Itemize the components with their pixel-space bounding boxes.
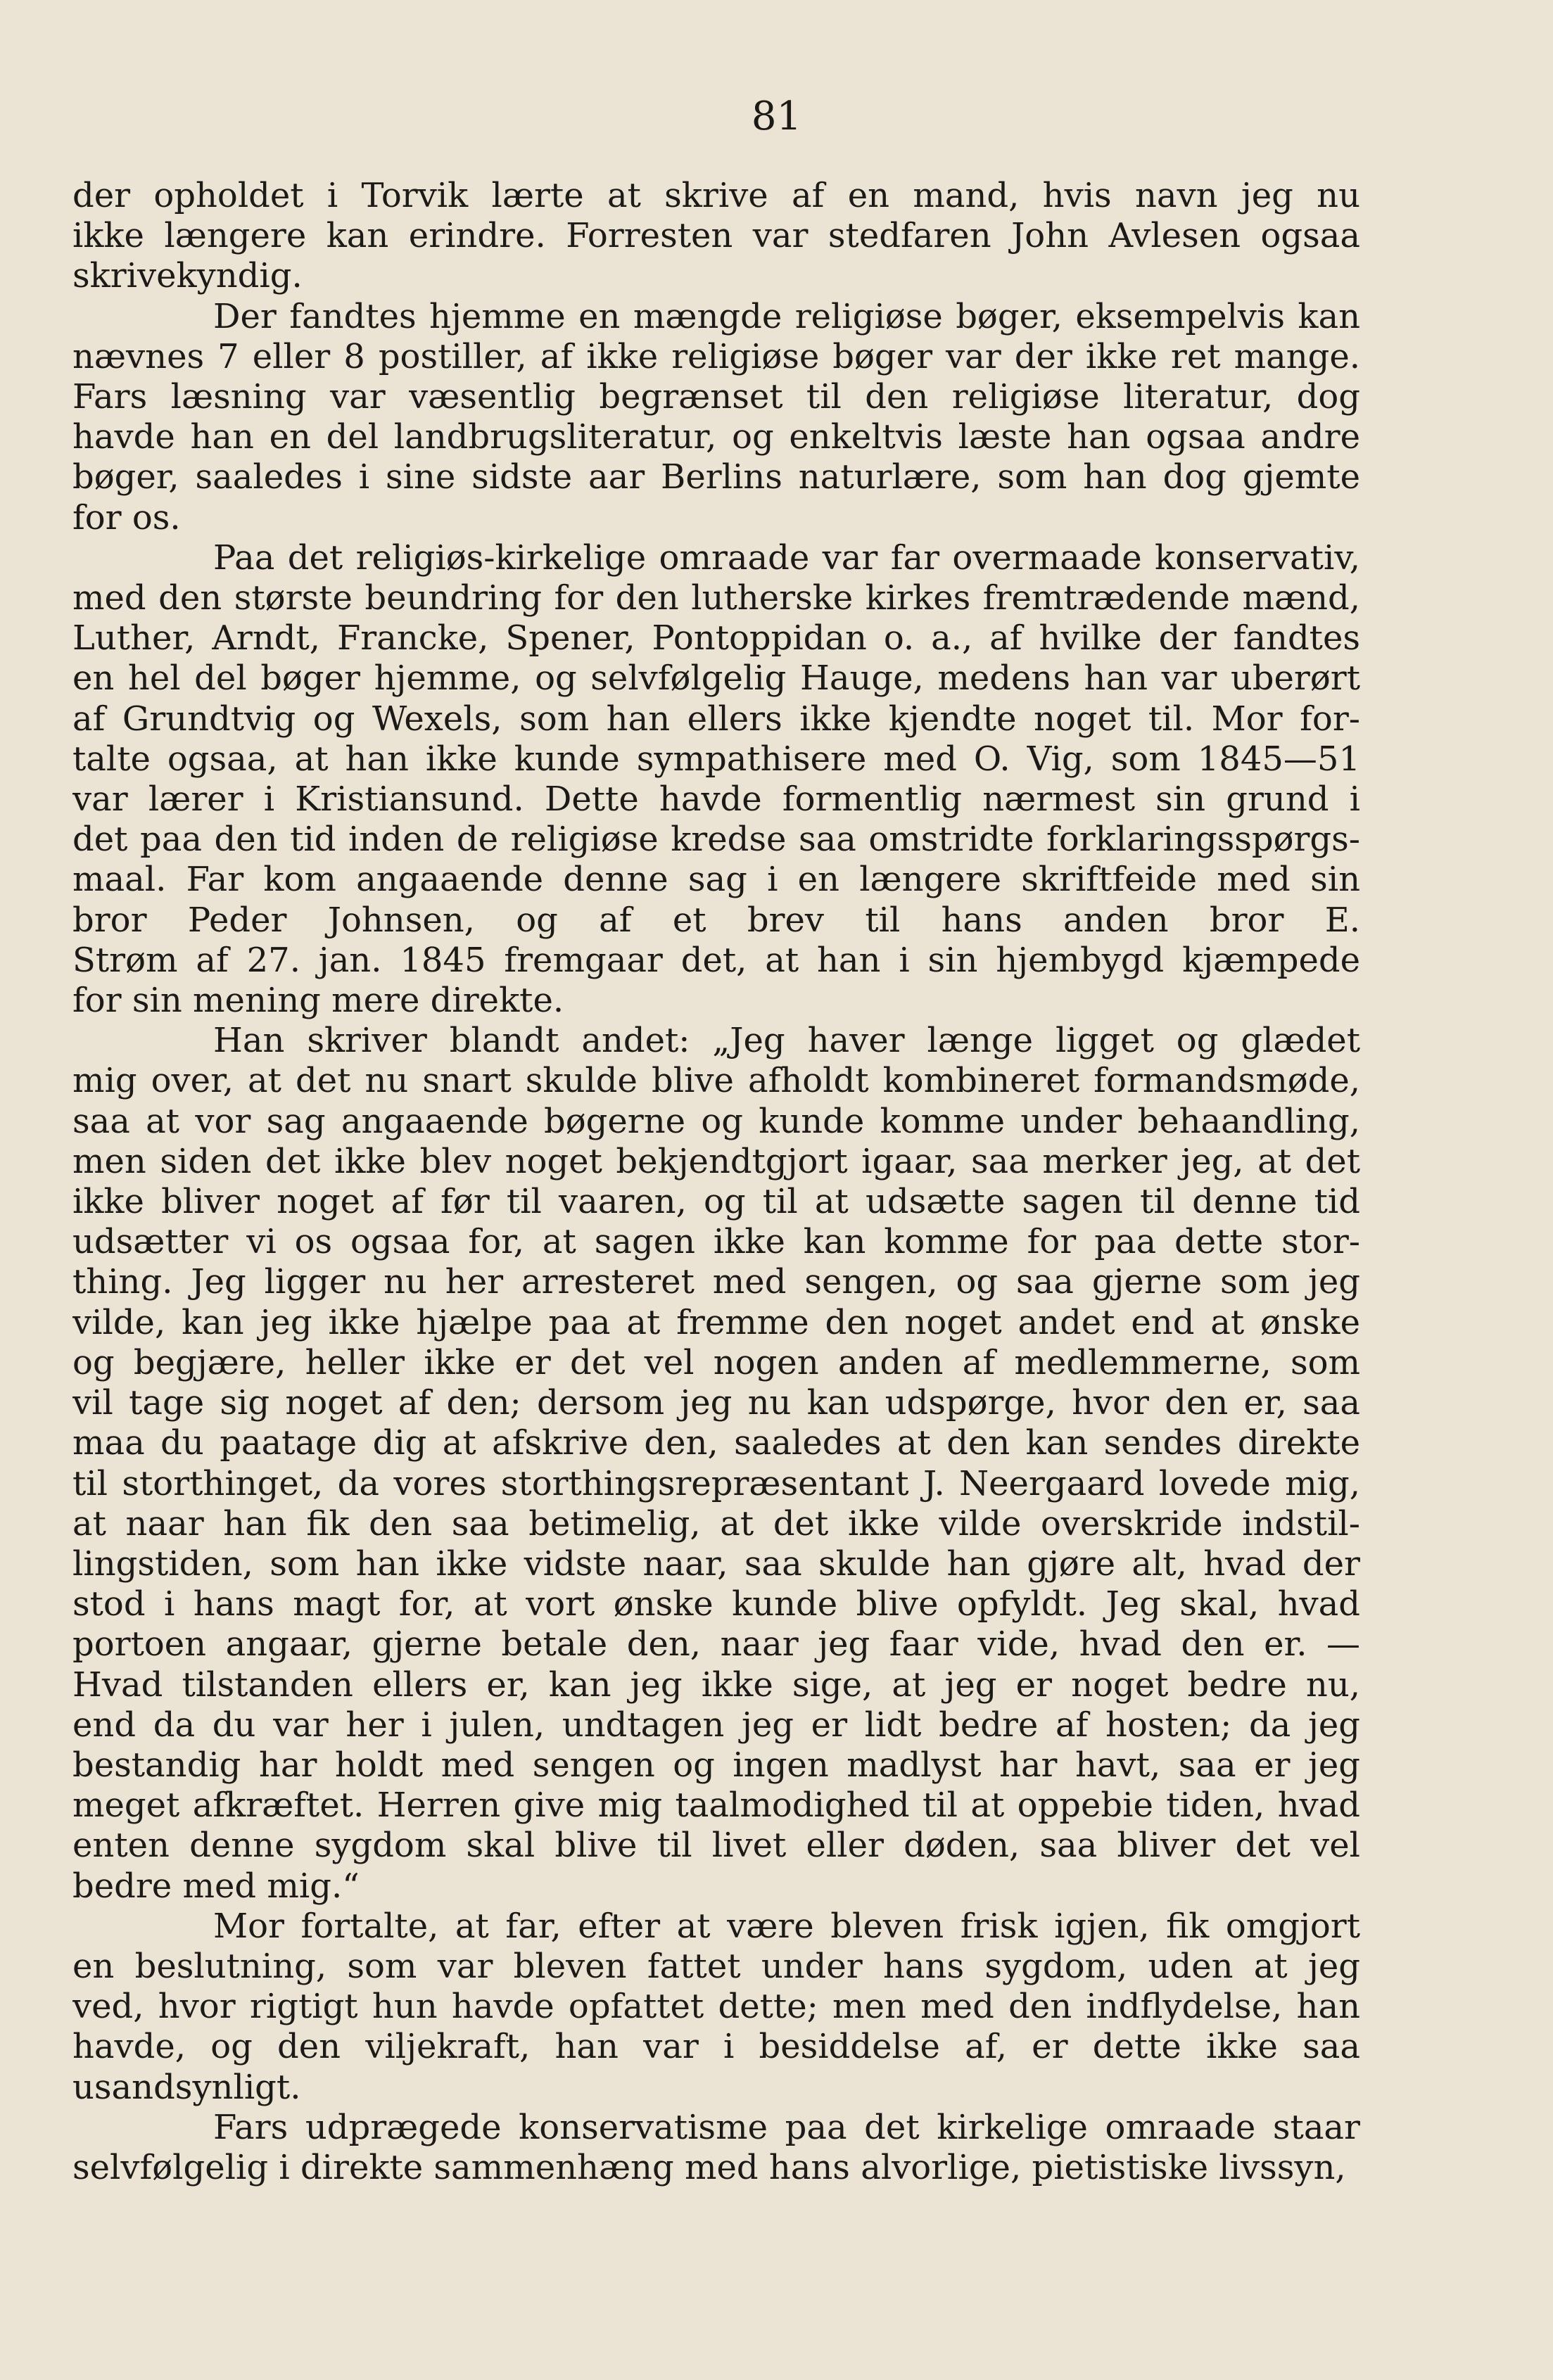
text-line: og begjære, heller ikke er det vel nogen anden af medlemmerne, som: [72, 1342, 1360, 1382]
text-line: der opholdet i Torvik lærte at skrive af en mand, hvis navn jeg nu: [72, 176, 1360, 215]
text-line: Han skriver blandt andet: „Jeg haver længe ligget og glædet: [213, 1021, 1360, 1061]
text-line: udsætter vi os ogsaa for, at sagen ikke kan komme for paa dette stor-: [72, 1222, 1360, 1262]
text-line: thing. Jeg ligger nu her arresteret med sengen, og saa gjerne som jeg: [72, 1262, 1360, 1302]
text-line: havde, og den viljekraft, han var i besiddelse af, er dette ikke saa: [72, 2027, 1360, 2067]
text-line: en beslutning, som var bleven fattet under hans sygdom, uden at jeg: [72, 1946, 1360, 1986]
text-line: var lærer i Kristiansund. Dette havde formentlig nærmest sin grund i: [72, 779, 1360, 820]
text-line: bestandig har holdt med sengen og ingen madlyst har havt, saa er jeg: [72, 1745, 1360, 1785]
text-line: ikke bliver noget af før til vaaren, og til at udsætte sagen til denne tid: [72, 1182, 1360, 1222]
text-line: talte ogsaa, at han ikke kunde sympathisere med O. Vig, som 1845—51: [72, 739, 1360, 779]
text-line: en hel del bøger hjemme, og selvfølgelig Hauge, medens han var uberørt: [72, 658, 1360, 699]
paragraph: [72, 538, 1360, 1021]
text-line: enten denne sygdom skal blive til livet eller døden, saa bliver det vel: [72, 1826, 1360, 1866]
text-line: bøger, saaledes i sine sidste aar Berlins naturlære, som han dog gjemte: [72, 457, 1360, 497]
text-line: ikke længere kan erindre. Forresten var stedfaren John Avlesen ogsaa: [72, 216, 1360, 256]
text-line: portoen angaar, gjerne betale den, naar jeg faar vide, hvad den er. —: [72, 1624, 1360, 1665]
text-line: med den største beundring for den lutherske kirkes fremtrædende mænd,: [72, 578, 1360, 618]
text-line: Fars udprægede konservatisme paa det kirkelige omraade staar: [213, 2107, 1360, 2147]
text-line: bedre med mig.“: [72, 1866, 360, 1906]
paragraph: [72, 2108, 1360, 2188]
text-line: selvfølgelig i direkte sammenhæng med hans alvorlige, pietistiske livssyn,: [72, 2147, 1346, 2187]
paragraph: [72, 1021, 1360, 1906]
text-line: nævnes 7 eller 8 postiller, af ikke religiøse bøger var der ikke ret mange.: [72, 336, 1360, 376]
text-line: stod i hans magt for, at vort ønske kunde blive opfyldt. Jeg skal, hvad: [72, 1584, 1360, 1624]
text-line: det paa den tid inden de religiøse kredse saa omstridte forklaringsspørgs-: [72, 820, 1360, 860]
text-line: til storthinget, da vores storthingsrepræsentant J. Neergaard lovede mig,: [72, 1463, 1360, 1503]
text-line: ved, hvor rigtigt hun havde opfattet dette; men med den indflydelse, han: [72, 1987, 1360, 2027]
text-line: havde han en del landbrugsliteratur, og enkeltvis læste han ogsaa andre: [72, 417, 1360, 457]
text-line: Luther, Arndt, Francke, Spener, Pontoppidan o. a., af hvilke der fandtes: [72, 618, 1360, 658]
paragraph: [72, 1907, 1360, 2108]
text-line: lingstiden, som han ikke vidste naar, saa skulde han gjøre alt, hvad der: [72, 1544, 1360, 1584]
text-line: men siden det ikke blev noget bekjendtgjort igaar, saa merker jeg, at det: [72, 1141, 1360, 1181]
text-line: mig over, at det nu snart skulde blive afholdt kombineret formandsmøde,: [72, 1061, 1360, 1101]
text-line: Fars læsning var væsentlig begrænset til den religiøse literatur, dog: [72, 377, 1360, 417]
text-line: maa du paatage dig at afskrive den, saaledes at den kan sendes direkte: [72, 1423, 1360, 1463]
text-line: vilde, kan jeg ikke hjælpe paa at fremme den noget andet end at ønske: [72, 1302, 1360, 1342]
text-line: Strøm af 27. jan. 1845 fremgaar det, at han i sin hjembygd kjæmpede: [72, 940, 1360, 980]
paragraph: [72, 176, 1360, 297]
text-line: bror Peder Johnsen, og af et brev til hans anden bror E.: [72, 900, 1360, 940]
text-line: Paa det religiøs-kirkelige omraade var far overmaade konservativ,: [213, 537, 1360, 578]
text-line: maal. Far kom angaaende denne sag i en længere skriftfeide med sin: [72, 860, 1360, 900]
text-line: skrivekyndig.: [72, 256, 303, 296]
text-line: for sin mening mere direkte.: [72, 981, 564, 1021]
text-line: usandsynligt.: [72, 2067, 301, 2107]
text-line: for os.: [72, 497, 181, 537]
text-line: end da du var her i julen, undtagen jeg er lidt bedre af hosten; da jeg: [72, 1705, 1360, 1745]
body-text: [72, 176, 1360, 2188]
text-line: Mor fortalte, at far, efter at være bleven frisk igjen, fik omgjort: [213, 1906, 1360, 1946]
text-line: vil tage sig noget af den; dersom jeg nu kan udspørge, hvor den er, saa: [72, 1383, 1360, 1423]
text-line: af Grundtvig og Wexels, som han ellers ikke kjendte noget til. Mor for-: [72, 699, 1360, 739]
text-line: at naar han fik den saa betimelig, at det ikke vilde overskride indstil-: [72, 1503, 1360, 1544]
text-line: meget afkræftet. Herren give mig taalmodighed til at oppebie tiden, hvad: [72, 1786, 1360, 1826]
text-line: Der fandtes hjemme en mængde religiøse bøger, eksempelvis kan: [213, 296, 1360, 336]
text-line: Hvad tilstanden ellers er, kan jeg ikke sige, at jeg er noget bedre nu,: [72, 1665, 1360, 1705]
text-line: saa at vor sag angaaende bøgerne og kunde komme under behaandling,: [72, 1101, 1360, 1141]
paragraph: [72, 297, 1360, 538]
page-number: 81: [751, 94, 802, 139]
